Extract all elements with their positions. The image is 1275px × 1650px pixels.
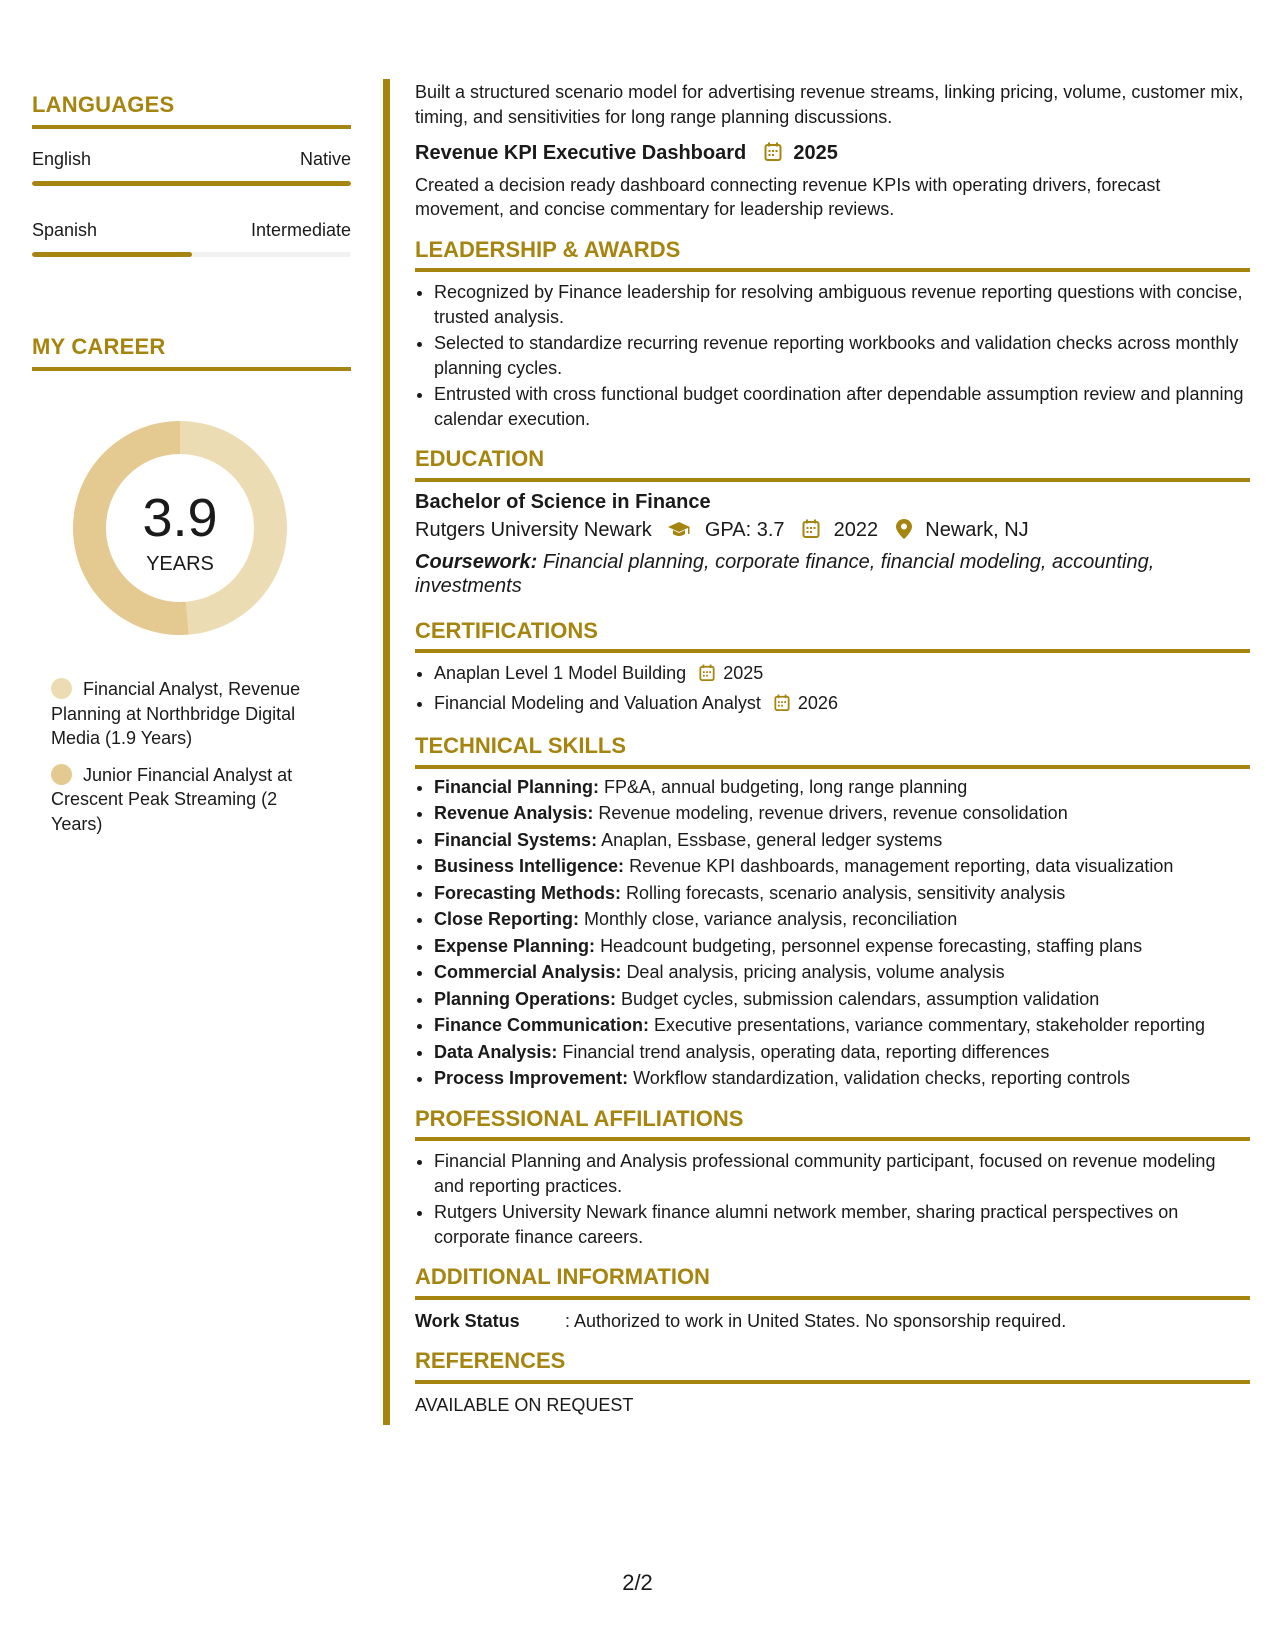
language-proficiency-bar: [32, 252, 351, 257]
certification-year: 2026: [797, 692, 838, 713]
education-rule: [415, 478, 1250, 482]
skill-value: Monthly close, variance analysis, reconciliation: [584, 909, 958, 929]
sidebar: [32, 92, 351, 848]
education-section: [415, 447, 1250, 599]
skill-item: [434, 907, 1250, 932]
graduation-cap-icon: [667, 521, 691, 546]
skill-label: Close Reporting:: [434, 909, 580, 929]
skills-list: [415, 775, 1250, 1091]
references-text: AVAILABLE ON REQUEST: [415, 1394, 634, 1415]
languages-heading: LANGUAGES: [32, 92, 175, 117]
skill-label: Expense Planning:: [434, 935, 596, 956]
leadership-rule: [415, 268, 1250, 272]
additional-section: [415, 1265, 1250, 1333]
language-proficiency-bar: [32, 181, 351, 186]
skill-item: [434, 881, 1250, 906]
legend-item: [51, 763, 321, 837]
skill-value: Budget cycles, submission calendars, assumption validation: [621, 988, 1100, 1009]
leadership-heading: LEADERSHIP & AWARDS: [415, 236, 681, 262]
skill-value: Anaplan, Essbase, general ledger systems: [601, 829, 943, 850]
page-number: 2/2: [622, 1570, 653, 1595]
gpa: GPA: 3.7: [704, 519, 785, 541]
certification-name: Financial Modeling and Valuation Analyst: [434, 692, 761, 713]
work-status-row: [415, 1309, 1250, 1334]
list-item: • Selected to standardize recurring revenue reporting workbooks and validation checks across monthly planning cycles.: [434, 331, 1250, 380]
calendar-icon: [802, 519, 820, 546]
career-total-years: 3.9: [142, 488, 218, 548]
skill-label: Data Analysis:: [434, 1041, 558, 1062]
references-heading: REFERENCES: [415, 1348, 566, 1373]
skill-value: Financial trend analysis, operating data, reporting differences: [562, 1041, 1050, 1062]
career-years-unit: YEARS: [146, 553, 214, 575]
list-item: [434, 661, 1250, 689]
skills-section: [415, 734, 1250, 1091]
career-legend: [51, 677, 321, 836]
skill-item: [434, 934, 1250, 959]
language-proficiency-fill: [32, 252, 192, 257]
skill-item: [434, 1013, 1250, 1038]
skill-value: Revenue modeling, revenue drivers, revenue consolidation: [598, 803, 1068, 823]
legend-label: Financial Analyst, Revenue Planning at Northbridge Digital Media (1.9 Years): [51, 679, 301, 748]
skills-rule: [415, 765, 1250, 769]
degree-title: Bachelor of Science in Finance: [415, 490, 711, 513]
language-name: English: [32, 149, 92, 169]
certification-year: 2025: [723, 663, 764, 683]
skill-value: Headcount budgeting, personnel expense forecasting, staffing plans: [600, 935, 1143, 956]
skill-item: [434, 775, 1250, 800]
skill-label: Planning Operations:: [434, 988, 617, 1009]
skill-item: [434, 854, 1250, 879]
additional-heading: ADDITIONAL INFORMATION: [415, 1264, 710, 1289]
legend-dot-icon: [51, 678, 72, 699]
list-item: [434, 691, 1250, 719]
work-status-label: Work Status: [415, 1310, 520, 1331]
references-rule: [415, 1380, 1250, 1384]
skill-value: Revenue KPI dashboards, management reporting, data visualization: [629, 856, 1174, 876]
legend-dot-icon: [51, 764, 72, 785]
skill-value: Rolling forecasts, scenario analysis, sensitivity analysis: [626, 882, 1066, 903]
skill-label: Revenue Analysis:: [434, 803, 594, 823]
language-proficiency-fill: [32, 181, 351, 186]
skill-item: [434, 828, 1250, 853]
certifications-section: [415, 619, 1250, 719]
list-item: • Financial Planning and Analysis professional community participant, focused on revenue modeling and reporting practices.: [434, 1149, 1250, 1198]
skill-label: Finance Communication:: [434, 1015, 650, 1035]
leadership-list: [415, 280, 1250, 431]
list-item: • Rutgers University Newark finance alumni network member, sharing practical perspectives on corporate finance careers.: [434, 1200, 1250, 1249]
language-level: Intermediate: [250, 220, 351, 240]
skill-label: Process Improvement:: [434, 1068, 629, 1088]
education-meta: [415, 518, 1250, 546]
career-section: [32, 334, 351, 836]
affiliations-rule: [415, 1137, 1250, 1141]
skill-label: Financial Systems:: [434, 829, 598, 850]
language-item: [32, 149, 351, 186]
career-rule: [32, 367, 351, 371]
skill-item: [434, 1040, 1250, 1065]
certifications-list: [415, 661, 1250, 718]
coursework-label: Coursework:: [415, 550, 538, 573]
languages-rule: [32, 125, 351, 129]
location-pin-icon: [896, 519, 912, 546]
references-section: [415, 1349, 1250, 1417]
skill-value: Workflow standardization, validation checks, reporting controls: [633, 1068, 1131, 1088]
coursework: [415, 550, 1250, 599]
skill-label: Business Intelligence:: [434, 856, 625, 876]
affiliations-heading: PROFESSIONAL AFFILIATIONS: [415, 1105, 744, 1131]
skill-value: Executive presentations, variance commentary, stakeholder reporting: [654, 1015, 1205, 1035]
certifications-rule: [415, 649, 1250, 653]
project-title: Revenue KPI Executive Dashboard: [415, 142, 747, 164]
project-year: 2025: [793, 142, 838, 164]
skill-label: Forecasting Methods:: [434, 882, 622, 903]
legend-item: [51, 677, 321, 751]
language-level: Native: [299, 149, 351, 169]
additional-rule: [415, 1296, 1250, 1300]
affiliations-section: [415, 1107, 1250, 1250]
project-description: Built a structured scenario model for advertising revenue streams, linking pricing, volume, customer mix, timing, and sensitivities for long range planning discussions.: [415, 82, 1244, 127]
skill-label: Commercial Analysis:: [434, 962, 622, 982]
skill-value: FP&A, annual budgeting, long range planning: [604, 776, 968, 797]
language-name: Spanish: [32, 220, 98, 240]
project-description: Created a decision ready dashboard connecting revenue KPIs with operating drivers, forecast movement, and concise commentary for leadership reviews.: [415, 174, 1161, 219]
skill-label: Financial Planning:: [434, 776, 600, 797]
languages-section: [32, 92, 351, 257]
career-heading: MY CAREER: [32, 334, 166, 359]
affiliations-list: [415, 1149, 1250, 1249]
column-divider: [383, 79, 390, 1425]
skills-heading: TECHNICAL SKILLS: [415, 733, 627, 758]
calendar-icon: [774, 694, 790, 719]
list-item: • Recognized by Finance leadership for resolving ambiguous revenue reporting questions with concise, trusted analysis.: [434, 280, 1250, 329]
language-item: [32, 220, 351, 257]
career-donut-chart: [67, 415, 293, 641]
skill-item: [434, 960, 1250, 985]
leadership-section: [415, 238, 1250, 432]
legend-label: Junior Financial Analyst at Crescent Peak Streaming (2 Years): [51, 764, 293, 834]
list-item: • Entrusted with cross functional budget coordination after dependable assumption review and planning calendar execution.: [434, 382, 1250, 431]
project-title-row: [415, 141, 1250, 169]
work-status-value: : Authorized to work in United States. No sponsorship required.: [565, 1310, 1067, 1331]
certification-name: Anaplan Level 1 Model Building: [434, 663, 687, 683]
school-location: Newark, NJ: [925, 519, 1029, 541]
calendar-icon: [699, 664, 715, 689]
graduation-year: 2022: [833, 519, 879, 541]
skill-item: [434, 1066, 1250, 1091]
skill-item: [434, 801, 1250, 826]
coursework-text: Financial planning, corporate finance, financial modeling, accounting, investments: [415, 550, 1155, 597]
skill-value: Deal analysis, pricing analysis, volume analysis: [626, 962, 1005, 982]
calendar-icon: [764, 142, 782, 169]
school-name: Rutgers University Newark: [415, 519, 652, 541]
certifications-heading: CERTIFICATIONS: [415, 617, 598, 643]
main-content: [415, 80, 1250, 1417]
projects-section: [415, 80, 1250, 222]
skill-item: [434, 987, 1250, 1012]
education-heading: EDUCATION: [415, 446, 545, 471]
